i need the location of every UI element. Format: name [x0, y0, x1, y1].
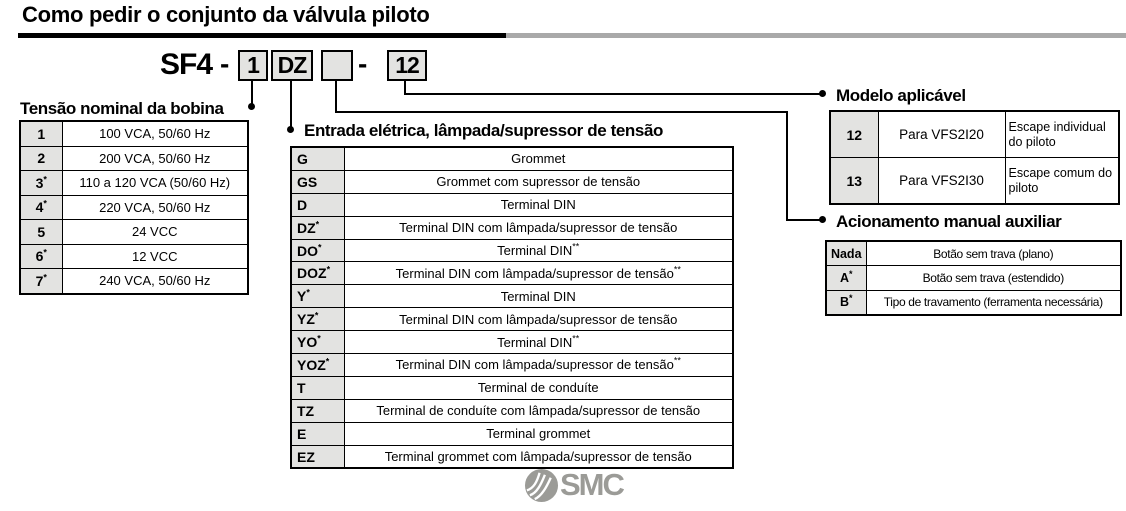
desc-cell: Terminal de conduíte com lâmpada/supressor de tensão: [344, 399, 733, 422]
desc-cell: Terminal grommet com lâmpada/supressor de tensão: [344, 445, 733, 468]
connector-line-manual-v1: [335, 81, 337, 113]
code-cell: GS: [291, 170, 344, 193]
code-cell: B*: [826, 290, 866, 315]
code-cell: 4*: [20, 195, 62, 220]
table-row: [291, 376, 733, 399]
connector-line-manual-v2: [786, 111, 788, 221]
code-cell: E: [291, 422, 344, 445]
model-code-separator-2: -: [358, 48, 368, 79]
table-row: [826, 241, 1121, 266]
note-cell: Escape comum do piloto: [1005, 158, 1119, 205]
table-row: [20, 195, 248, 220]
model-segment-electrical-box: DZ: [271, 50, 313, 81]
manual-table-title: Acionamento manual auxiliar: [836, 212, 1062, 231]
code-cell: A*: [826, 266, 866, 290]
connector-dot-manual: [819, 216, 826, 223]
table-row: [291, 308, 733, 331]
code-cell: 5: [20, 220, 62, 245]
model-code-separator-1: -: [220, 48, 230, 79]
code-cell: 12: [830, 111, 878, 158]
code-cell: 7*: [20, 269, 62, 294]
electrical-table: [290, 146, 734, 469]
note-cell: Escape individual do piloto: [1005, 111, 1119, 158]
table-row: [291, 354, 733, 377]
code-cell: 3*: [20, 171, 62, 196]
desc-cell: Terminal DIN: [344, 285, 733, 308]
desc-cell: 200 VCA, 50/60 Hz: [62, 146, 248, 171]
connector-dot-electrical: [287, 126, 294, 133]
table-row: [291, 239, 733, 262]
code-cell: YOZ*: [291, 354, 344, 377]
desc-cell: Terminal de conduíte: [344, 376, 733, 399]
table-row: [20, 121, 248, 146]
table-row: [20, 146, 248, 171]
desc-cell: 24 VCC: [62, 220, 248, 245]
desc-cell: Para VFS2I30: [878, 158, 1005, 205]
table-row: [20, 171, 248, 196]
table-row: [20, 244, 248, 269]
applicable-model-table: [829, 110, 1120, 205]
title-underline-black: [18, 33, 506, 38]
desc-cell: Terminal DIN com lâmpada/supressor de tensão**: [344, 262, 733, 285]
desc-cell: Terminal DIN: [344, 193, 733, 216]
table-row: [20, 269, 248, 294]
code-cell: YZ*: [291, 308, 344, 331]
model-segment-placeholder-box: [321, 50, 353, 81]
code-cell: DOZ*: [291, 262, 344, 285]
desc-cell: 110 a 120 VCA (50/60 Hz): [62, 171, 248, 196]
title-underline-gray: [506, 33, 1126, 38]
electrical-table-title: Entrada elétrica, lâmpada/supressor de tensão: [304, 121, 663, 140]
connector-line-manual-h1: [335, 111, 788, 113]
table-row: [20, 220, 248, 245]
desc-cell: 240 VCA, 50/60 Hz: [62, 269, 248, 294]
model-segment-model-box: 12: [387, 50, 427, 81]
desc-cell: 220 VCA, 50/60 Hz: [62, 195, 248, 220]
smc-logo: [524, 467, 623, 503]
desc-cell: Para VFS2I20: [878, 111, 1005, 158]
table-row: [291, 262, 733, 285]
desc-cell: 100 VCA, 50/60 Hz: [62, 121, 248, 146]
code-cell: DZ*: [291, 216, 344, 239]
desc-cell: Terminal DIN**: [344, 239, 733, 262]
code-cell: T: [291, 376, 344, 399]
desc-cell: Botão sem trava (plano): [866, 241, 1121, 266]
table-row: [830, 111, 1119, 158]
desc-cell: Terminal DIN**: [344, 331, 733, 354]
desc-cell: Tipo de travamento (ferramenta necessária): [866, 290, 1121, 315]
manual-override-table: [825, 240, 1122, 316]
model-code-prefix: SF4: [160, 48, 213, 81]
desc-cell: Botão sem trava (estendido): [866, 266, 1121, 290]
code-cell: DO*: [291, 239, 344, 262]
code-cell: D: [291, 193, 344, 216]
code-cell: 2: [20, 146, 62, 171]
code-cell: G: [291, 147, 344, 170]
page-title: Como pedir o conjunto da válvula piloto: [22, 2, 430, 27]
code-cell: Nada: [826, 241, 866, 266]
code-cell: 6*: [20, 244, 62, 269]
desc-cell: Grommet com supressor de tensão: [344, 170, 733, 193]
smc-logo-text: SMC: [560, 467, 623, 502]
table-row: [291, 331, 733, 354]
desc-cell: 12 VCC: [62, 244, 248, 269]
desc-cell: Grommet: [344, 147, 733, 170]
code-cell: Y*: [291, 285, 344, 308]
voltage-table: [19, 120, 249, 295]
table-row: [291, 170, 733, 193]
connector-dot-model: [819, 90, 826, 97]
code-cell: EZ: [291, 445, 344, 468]
table-row: [830, 158, 1119, 205]
connector-line-model-h: [404, 93, 822, 95]
table-row: [826, 266, 1121, 290]
connector-line-manual-h2: [786, 219, 822, 221]
connector-dot-voltage: [248, 103, 255, 110]
desc-cell: Terminal DIN com lâmpada/supressor de tensão: [344, 308, 733, 331]
table-row: [291, 422, 733, 445]
table-row: [291, 285, 733, 308]
desc-cell: Terminal DIN com lâmpada/supressor de tensão: [344, 216, 733, 239]
code-cell: 13: [830, 158, 878, 205]
table-row: [291, 399, 733, 422]
code-cell: 1: [20, 121, 62, 146]
connector-line-electrical: [290, 81, 292, 130]
table-row: [291, 147, 733, 170]
voltage-table-title: Tensão nominal da bobina: [20, 99, 224, 118]
table-row: [826, 290, 1121, 315]
model-table-title: Modelo aplicável: [836, 86, 966, 105]
desc-cell: Terminal grommet: [344, 422, 733, 445]
code-cell: TZ: [291, 399, 344, 422]
table-row: [291, 445, 733, 468]
code-cell: YO*: [291, 331, 344, 354]
model-segment-voltage-box: 1: [238, 50, 268, 81]
table-row: [291, 216, 733, 239]
smc-logo-globe-icon: [524, 468, 559, 503]
table-row: [291, 193, 733, 216]
desc-cell: Terminal DIN com lâmpada/supressor de tensão**: [344, 354, 733, 377]
